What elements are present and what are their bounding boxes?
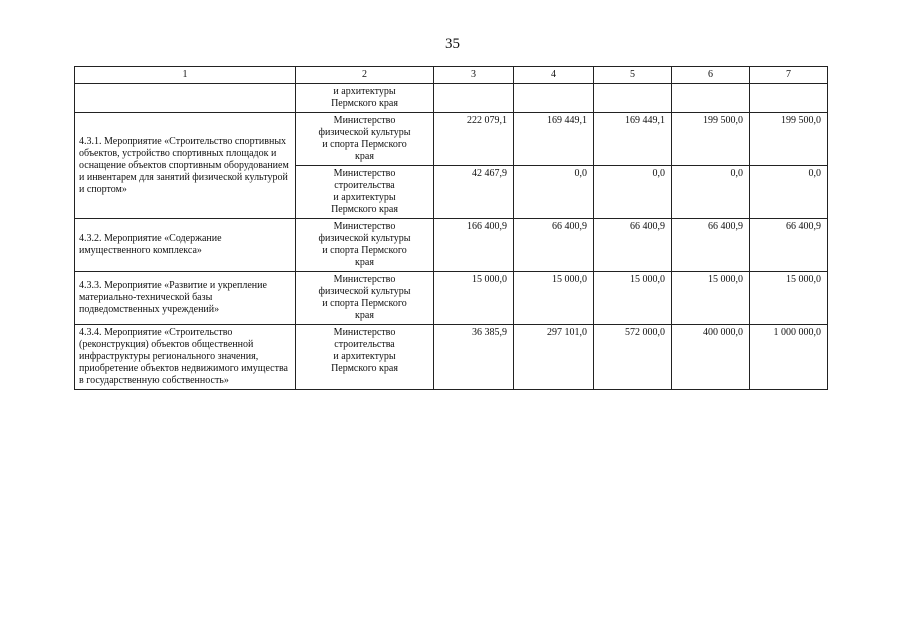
budget-table	[74, 66, 828, 390]
activity-name-cell	[75, 84, 296, 113]
amount-cell: 66 400,9	[672, 219, 750, 272]
column-header: 4	[514, 67, 594, 84]
executor-cell: Министерство физической культуры и спорта Пермского края	[296, 272, 434, 325]
table-row	[75, 325, 828, 390]
activity-name-cell: 4.3.1. Мероприятие «Строительство спортивных объектов, устройство спортивных площадок и оснащение объектов спортивным оборудованием и инвентарем для занятий физической культурой и спортом»	[75, 113, 296, 219]
column-header: 3	[434, 67, 514, 84]
amount-cell	[750, 84, 828, 113]
table-row	[75, 272, 828, 325]
table-row	[75, 219, 828, 272]
amount-cell	[514, 84, 594, 113]
activity-name-cell: 4.3.2. Мероприятие «Содержание имущественного комплекса»	[75, 219, 296, 272]
amount-cell: 0,0	[672, 166, 750, 219]
column-header: 6	[672, 67, 750, 84]
amount-cell: 66 400,9	[514, 219, 594, 272]
table-body	[75, 84, 828, 390]
column-header: 5	[594, 67, 672, 84]
executor-cell: Министерство физической культуры и спорта Пермского края	[296, 219, 434, 272]
page-number: 35	[445, 36, 460, 52]
executor-cell: Министерство строительства и архитектуры Пермского края	[296, 166, 434, 219]
executor-cell: Министерство строительства и архитектуры Пермского края	[296, 325, 434, 390]
column-header: 2	[296, 67, 434, 84]
amount-cell: 15 000,0	[672, 272, 750, 325]
activity-name-cell: 4.3.3. Мероприятие «Развитие и укрепление материально-технической базы подведомственных учреждений»	[75, 272, 296, 325]
column-number-row	[75, 67, 828, 84]
amount-cell: 169 449,1	[514, 113, 594, 166]
table-row	[75, 113, 828, 166]
amount-cell: 222 079,1	[434, 113, 514, 166]
amount-cell: 572 000,0	[594, 325, 672, 390]
amount-cell: 0,0	[750, 166, 828, 219]
amount-cell: 400 000,0	[672, 325, 750, 390]
executor-cell: и архитектуры Пермского края	[296, 84, 434, 113]
amount-cell	[672, 84, 750, 113]
amount-cell: 15 000,0	[594, 272, 672, 325]
amount-cell: 0,0	[594, 166, 672, 219]
column-header: 7	[750, 67, 828, 84]
amount-cell: 1 000 000,0	[750, 325, 828, 390]
amount-cell: 42 467,9	[434, 166, 514, 219]
amount-cell: 15 000,0	[434, 272, 514, 325]
amount-cell: 297 101,0	[514, 325, 594, 390]
column-header: 1	[75, 67, 296, 84]
amount-cell: 166 400,9	[434, 219, 514, 272]
amount-cell: 169 449,1	[594, 113, 672, 166]
amount-cell	[434, 84, 514, 113]
amount-cell: 199 500,0	[672, 113, 750, 166]
amount-cell: 199 500,0	[750, 113, 828, 166]
amount-cell: 66 400,9	[750, 219, 828, 272]
table-row	[75, 84, 828, 113]
amount-cell	[594, 84, 672, 113]
amount-cell: 15 000,0	[514, 272, 594, 325]
amount-cell: 36 385,9	[434, 325, 514, 390]
amount-cell: 0,0	[514, 166, 594, 219]
amount-cell: 15 000,0	[750, 272, 828, 325]
executor-cell: Министерство физической культуры и спорта Пермского края	[296, 113, 434, 166]
activity-name-cell: 4.3.4. Мероприятие «Строительство (реконструкция) объектов общественной инфраструктуры регионального значения, приобретение объектов недвижимого имущества в государственную собственность»	[75, 325, 296, 390]
amount-cell: 66 400,9	[594, 219, 672, 272]
